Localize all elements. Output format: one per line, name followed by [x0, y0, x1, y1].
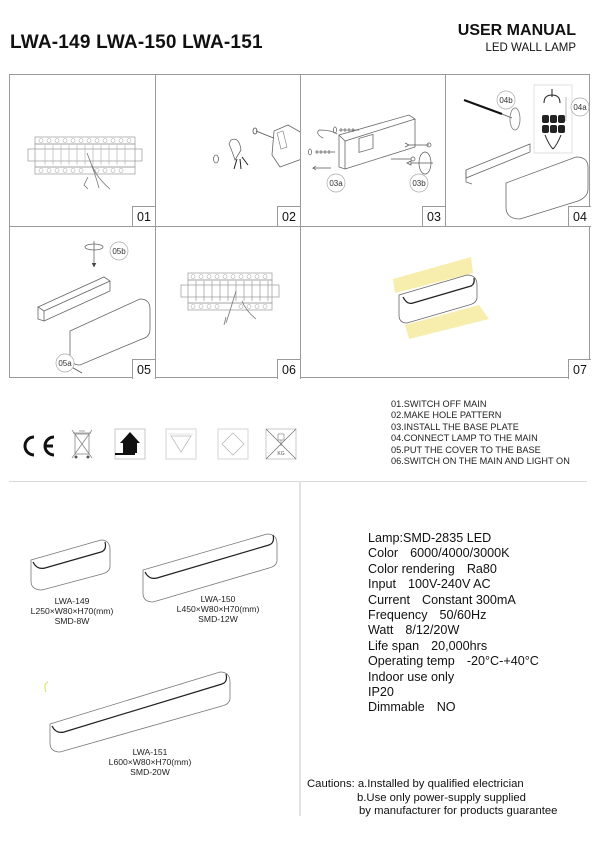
model-label-lwa-150: [168, 594, 268, 625]
no-weight-load-icon: [265, 428, 297, 460]
model-name: LWA-149: [54, 596, 90, 606]
step-panel-05: [10, 227, 156, 379]
instruction-item: 06.SWITCH ON THE MAIN AND LIGHT ON: [391, 456, 570, 467]
drill-illustration: [156, 75, 301, 227]
instruction-list: [391, 399, 570, 467]
spec-row: Life span 20,000hrs: [368, 638, 488, 653]
model-drawings: [0, 500, 300, 760]
model-name: LWA-151: [132, 747, 168, 757]
manual-subtitle: LED WALL LAMP: [485, 42, 576, 54]
svg-text:04b: 04b: [499, 96, 513, 105]
attach-cover-illustration: [10, 227, 156, 379]
cautions-label: Cautions:: [307, 778, 355, 790]
step-number: 07: [568, 359, 591, 379]
specifications-list: [368, 531, 539, 716]
spec-row: Color rendering Ra80: [368, 561, 497, 576]
instruction-item: 04.CONNECT LAMP TO THE MAIN: [391, 433, 538, 444]
breaker-switch-on-illustration: [156, 227, 301, 379]
svg-text:05b: 05b: [112, 247, 126, 256]
model-label-lwa-149: [22, 596, 122, 627]
step-number: 06: [277, 359, 300, 379]
spec-row: IP20: [368, 685, 394, 700]
lamp-drawing-lwa-150: [143, 534, 277, 602]
model-power: SMD-20W: [130, 767, 170, 778]
lamp-lit-illustration: [301, 227, 591, 379]
weee-crossed-bin-icon: [70, 428, 94, 462]
step-panel-02: [156, 75, 301, 227]
instruction-item: 03.INSTALL THE BASE PLATE: [391, 421, 519, 432]
spec-row: Indoor use only: [368, 669, 455, 684]
caution-item: by manufacturer for products guarantee: [359, 805, 558, 818]
spec-row: Watt 8/12/20W: [368, 623, 460, 638]
triangle-down-icon: [165, 428, 197, 460]
manual-title: USER MANUAL: [457, 22, 576, 39]
document-title: LWA-149 LWA-150 LWA-151: [10, 32, 263, 53]
lamp-drawing-lwa-149: [31, 540, 110, 590]
step-number: 05: [132, 359, 155, 379]
base-plate-illustration: [301, 75, 446, 227]
svg-text:05a: 05a: [58, 359, 72, 368]
breaker-switch-off-illustration: [10, 75, 156, 227]
cautions-block: [307, 778, 557, 819]
model-dimensions: L600×W80×H70(mm): [108, 757, 192, 768]
step-panel-01: [10, 75, 156, 227]
model-power: SMD-12W: [198, 614, 238, 625]
model-power: SMD-8W: [54, 616, 90, 627]
step-number: 04: [568, 206, 591, 226]
spec-row: Lamp:SMD-2835 LED: [368, 531, 492, 545]
lamp-drawing-lwa-151: [45, 672, 230, 752]
spec-row: Dimmable NO: [368, 700, 456, 715]
diamond-icon: [217, 428, 249, 460]
ce-mark-icon: [22, 434, 58, 458]
terminal-connection-illustration: [446, 75, 591, 227]
caution-item: b.Use only power-supply supplied: [357, 791, 526, 804]
svg-text:KG: KG: [277, 451, 285, 457]
step-number: 01: [132, 206, 155, 226]
model-dimensions: L250×W80×H70(mm): [30, 606, 114, 617]
step-panel-03: [301, 75, 446, 227]
step-panel-07: [301, 227, 591, 379]
section-divider-horizontal: [9, 481, 587, 482]
spec-row: Input 100V-240V AC: [368, 577, 491, 592]
spec-row: Color 6000/4000/3000K: [368, 546, 510, 561]
svg-text:03b: 03b: [412, 179, 426, 188]
step-number: 03: [422, 206, 445, 226]
spec-row: Operating temp -20°C-+40°C: [368, 654, 539, 669]
step-panel-06: [156, 227, 301, 379]
step-number: 02: [277, 206, 300, 226]
instruction-item: 02.MAKE HOLE PATTERN: [391, 410, 502, 421]
certification-icons: [20, 430, 300, 466]
spec-row: Current Constant 300mA: [368, 592, 516, 607]
manual-heading: [458, 22, 576, 54]
model-dimensions: L450×W80×H70(mm): [176, 604, 260, 615]
svg-text:04a: 04a: [573, 103, 587, 112]
spec-row: Frequency 50/60Hz: [368, 608, 487, 623]
installation-steps-grid: [9, 74, 590, 378]
indoor-use-house-icon: [114, 428, 146, 460]
model-label-lwa-151: [100, 747, 200, 778]
instruction-item: 05.PUT THE COVER TO THE BASE: [391, 444, 541, 455]
svg-text:03a: 03a: [329, 179, 343, 188]
step-panel-04: [446, 75, 591, 227]
instruction-item: 01.SWITCH OFF MAIN: [391, 399, 487, 409]
caution-item: a.Installed by qualified electrician: [357, 778, 524, 790]
model-name: LWA-150: [200, 594, 236, 604]
